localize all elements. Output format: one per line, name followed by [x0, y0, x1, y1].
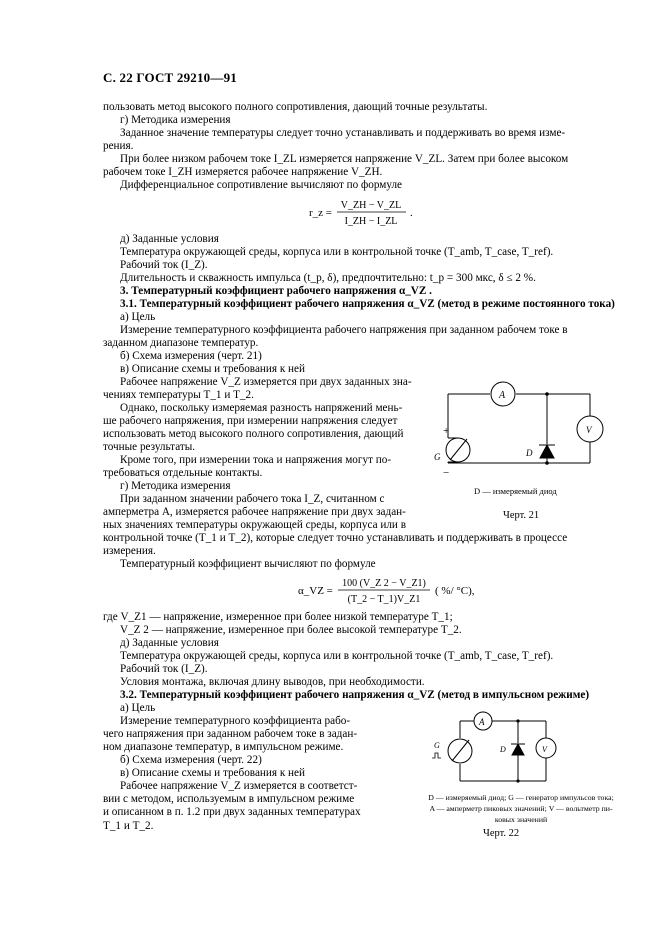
formula1-tail: .: [410, 207, 413, 219]
formula2-lhs: α_VZ =: [298, 585, 333, 597]
text-line: Заданное значение температуры следует точно устанавливать и поддерживать во время изме-: [120, 127, 566, 139]
text-line: заданном диапазоне температур.: [103, 337, 259, 349]
formula-differential-resistance: [309, 196, 419, 233]
text-line: Рабочий ток (I_Z).: [120, 663, 208, 675]
text-line: и описанном в п. 1.2 при двух заданных температурах: [103, 806, 361, 818]
text-line: 3.2. Температурный коэффициент рабочего напряжения α_VZ (метод в импульсном режиме): [120, 689, 590, 701]
text-line: Температура окружающей среды, корпуса или в контрольной точке (T_amb, T_case, T_ref).: [120, 650, 554, 662]
fig21-generator-label: G: [434, 452, 441, 462]
text-line: точные результаты.: [103, 441, 196, 453]
text-line: а) Цель: [120, 702, 156, 714]
fig22-title: Черт. 22: [483, 828, 520, 839]
formula2-numerator: 100 (V_Z 2 − V_Z1): [342, 578, 426, 589]
text-line: Рабочий ток (I_Z).: [120, 259, 208, 271]
text-line: При более низком рабочем токе I_ZL измеряется напряжение V_ZL. Затем при более высоком: [120, 153, 569, 165]
text-line: д) Заданные условия: [120, 233, 219, 245]
text-line: б) Схема измерения (черт. 21): [120, 350, 262, 362]
text-line: Кроме того, при измерении тока и напряжения могут по-: [120, 454, 392, 466]
text-line: V_Z 2 — напряжение, измеренное при более высокой температуре T_2.: [120, 624, 462, 636]
text-line: д) Заданные условия: [120, 637, 219, 649]
text-line: контрольной точке (T_1 и T_2), которые следует точно устанавливать и поддерживать в процессе: [103, 532, 568, 544]
text-line: ном диапазоне температур, в импульсном режиме.: [103, 741, 344, 753]
fig21-diode-label: D: [526, 448, 533, 458]
text-line: Измерение температурного коэффициента рабо-: [120, 715, 351, 727]
fig21-caption: D — измеряемый диод: [474, 486, 557, 496]
text-line: Температура окружающей среды, корпуса или в контрольной точке (T_amb, T_case, T_ref).: [120, 246, 554, 258]
text-line: T_1 и T_2.: [103, 820, 154, 832]
text-line: Условия монтажа, включая длину выводов, при необходимости.: [120, 676, 425, 688]
text-line: в) Описание схемы и требования к ней: [120, 363, 305, 375]
text-line: вии с методом, используемым в импульсном режиме: [103, 793, 355, 805]
text-line: чего напряжения при заданном рабочем токе в задан-: [103, 728, 358, 740]
text-line: а) Цель: [120, 311, 156, 323]
text-line: использовать метод высокого полного сопротивления, дающий: [103, 428, 404, 440]
fig21-ammeter-label: A: [499, 390, 506, 401]
figure-22-circuit: [420, 706, 620, 788]
fig22-caption-line: D — измеряемый диод; G — генератор импульсов тока;: [428, 793, 614, 802]
formula2-denominator: (T_2 − T_1)V_Z1: [347, 594, 421, 605]
fig21-voltmeter-label: V: [586, 425, 592, 435]
text-line: При заданном значении рабочего тока I_Z, считанном с: [120, 493, 385, 505]
text-line: где V_Z1 — напряжение, измеренное при более низкой температуре T_1;: [103, 611, 453, 623]
fig21-plus-label: +: [443, 425, 450, 437]
text-line: Рабочее напряжение V_Z измеряется при двух заданных зна-: [120, 376, 412, 388]
fig22-generator-label: G: [434, 741, 440, 750]
formula2-svg: [298, 574, 488, 608]
text-line: Температурный коэффициент вычисляют по формуле: [120, 558, 376, 570]
text-line: требоваться отдельные контакты.: [103, 467, 263, 479]
text-line: измерения.: [103, 545, 156, 557]
formula1-svg: [309, 196, 419, 230]
formula1-lhs: r_z =: [309, 207, 332, 219]
fig22-diode-label: D: [500, 745, 506, 754]
fig22-caption-line: ковых значений: [494, 815, 548, 824]
text-line: Измерение температурного коэффициента рабочего напряжения при заданном рабочем токе в: [120, 324, 568, 336]
text-line: рения.: [103, 140, 134, 152]
formula2-tail: ( %/ °C),: [435, 585, 475, 597]
pulse-icon: [432, 753, 441, 758]
text-line: Однако, поскольку измеряемая разность напряжений мень-: [120, 402, 403, 414]
text-line: амперметра A, измеряется рабочее напряжение при двух задан-: [103, 506, 406, 518]
fig22-caption: [396, 792, 646, 825]
text-line: в) Описание схемы и требования к ней: [120, 767, 305, 779]
formula-temperature-coefficient: [298, 574, 488, 611]
text-line: г) Методика измерения: [120, 114, 231, 126]
text-line: чениях температуры T_1 и T_2.: [103, 389, 254, 401]
fig22-caption-line: A — амперметр пиковых значений; V — вольтметр пи-: [429, 804, 613, 813]
text-line: г) Методика измерения: [120, 480, 231, 492]
text-line: б) Схема измерения (черт. 22): [120, 754, 262, 766]
text-line: 3. Температурный коэффициент рабочего напряжения α_VZ .: [120, 285, 432, 297]
text-line: 3.1. Температурный коэффициент рабочего напряжения α_VZ (метод в режиме постоянного тока): [120, 298, 615, 310]
figure-21-circuit: [420, 378, 620, 478]
text-line: Длительность и скважность импульса (t_p, δ), предпочтительно: t_p = 300 мкс, δ ≤ 2 %.: [120, 272, 536, 284]
fig22-voltmeter-label: V: [542, 745, 547, 754]
fig21-minus-label: −: [443, 467, 450, 478]
text-line: пользовать метод высокого полного сопротивления, дающий точные результаты.: [103, 101, 488, 113]
formula1-numerator: V_ZH − V_ZL: [340, 200, 402, 211]
text-line: Рабочее напряжение V_Z измеряется в соответст-: [120, 780, 358, 792]
text-line: ше рабочего напряжения, при измерении напряжения следует: [103, 415, 398, 427]
text-line: рабочем токе I_ZH измеряется рабочее напряжение V_ZH.: [103, 166, 383, 178]
text-line: Дифференциальное сопротивление вычисляют по формуле: [120, 179, 403, 191]
formula1-denominator: I_ZH − I_ZL: [344, 216, 398, 227]
fig21-title: Черт. 21: [503, 510, 540, 521]
page-header: С. 22 ГОСТ 29210—91: [103, 70, 237, 85]
fig22-ammeter-label: A: [479, 717, 485, 727]
text-line: ных значениях температуры окружающей среды, корпуса или в: [103, 519, 406, 531]
